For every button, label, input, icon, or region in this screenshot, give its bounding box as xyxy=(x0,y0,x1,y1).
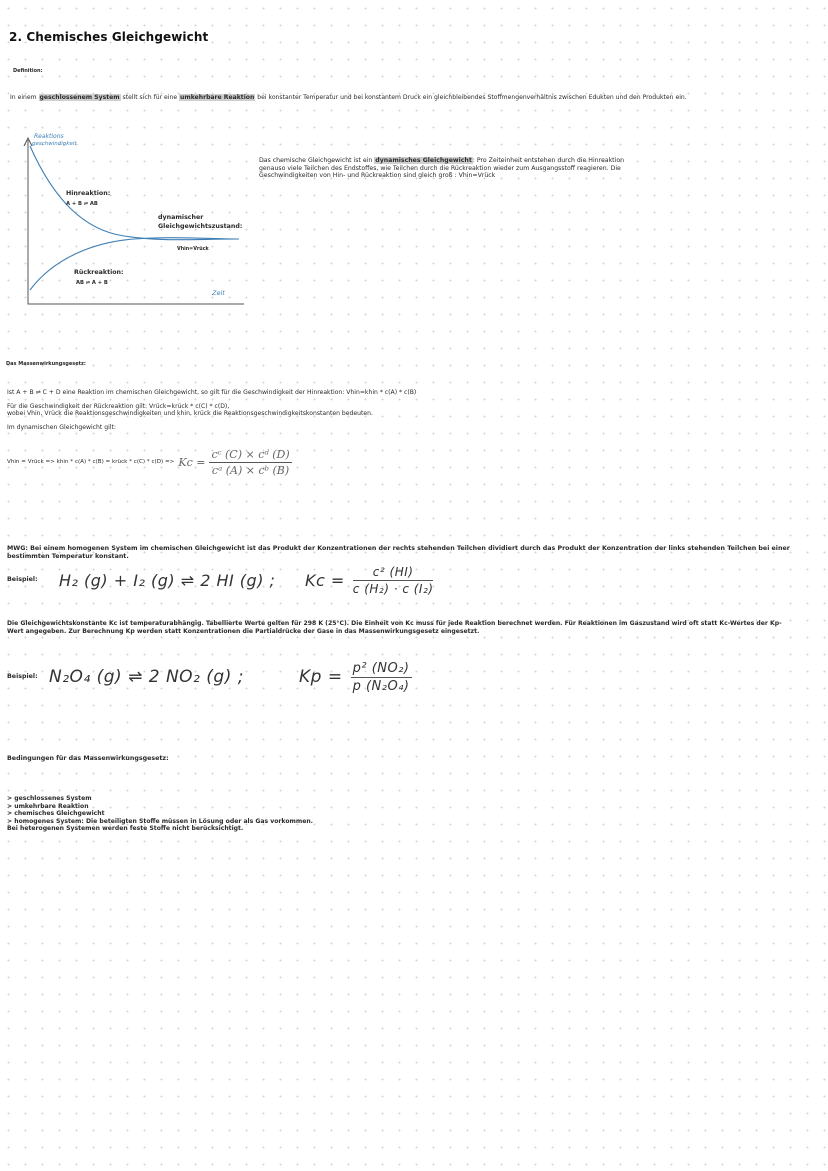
kc-denominator: cᵃ (A) × cᵇ (B) xyxy=(211,463,290,477)
example-2-numerator: p² (NO₂) xyxy=(352,660,410,676)
definition-label: Definition: xyxy=(13,68,43,74)
y-axis-label-2: geschwindigkeit xyxy=(32,141,77,147)
definition-part: stellt sich für eine xyxy=(120,94,180,101)
example-1-label: Beispiel: xyxy=(7,575,38,583)
page-title: 2. Chemisches Gleichgewicht xyxy=(9,30,209,44)
explanation-part: : Pro Zeiteinheit entstehen durch die Hinreaktion genauso viele Teilchen des Endstoffes, wie Teilchen durch die Rückreaktion wieder zum Ausgangsstoff reagieren. Die Geschwindigkeiten von Hin- und Rückreaktion sind gleich groß : Vhin=Vrück xyxy=(259,157,625,180)
example-1-equation: H₂ (g) + I₂ (g) ⇌ 2 HI (g) ; xyxy=(59,570,276,590)
definition-part: bei konstanter Temperatur und bei konstantem Druck ein gleichbleibendes Stoffmengenverhältnis zwischen Edukten und den Produkten ein. xyxy=(255,94,687,101)
equilibrium-explanation xyxy=(259,157,651,180)
kc-formula-row xyxy=(7,444,337,480)
mwg-label: Das Massenwirkungsgesetz: xyxy=(6,361,86,367)
definition-highlight-system: geschlossenem System xyxy=(39,94,120,101)
definition-part: In einem xyxy=(10,94,39,101)
example-1-denominator: c (H₂) · c (I₂) xyxy=(352,581,434,596)
reverse-equation: AB ⇌ A + B xyxy=(76,280,108,286)
equilibrium-label-1: dynamischer xyxy=(158,214,204,221)
forward-label: Hinreaktion: xyxy=(66,190,111,197)
mwg-line-3: wobei Vhin, Vrück die Reaktionsgeschwindigkeiten und khin, krück die Reaktionsgeschwindigkeitskonstanten bedeuten. xyxy=(7,410,373,417)
kc-symbol: Kc = xyxy=(178,455,206,469)
mwg-line-5: Vhin = Vrück => khin * c(A) * c(B) = krück * c(C) * c(D) => xyxy=(7,458,175,465)
kc-explanation: Die Gleichgewichtskonstante Kc ist temperaturabhängig. Tabellierte Werte gelten für 298 K (25°C). Die Einheit von Kc muss für jede Reaktion berechnet werden. Für Reaktionen im Gaszustand wird oft statt Kc-Wertes der Kp-Wert angegeben. Zur Berechnung Kp werden statt Konzentrationen die Partialdrücke der Gase in das Massenwirkungsgesetz eingesetzt. xyxy=(7,620,782,636)
equilibrium-equation: Vhin=Vrück xyxy=(177,247,209,252)
example-2-label: Beispiel: xyxy=(7,672,38,680)
reverse-label: Rückreaktion: xyxy=(74,269,124,276)
conditions-list xyxy=(7,795,527,833)
equilibrium-diagram xyxy=(14,130,254,310)
example-1 xyxy=(7,562,527,598)
definition-highlight-reaction: umkehrbare Reaktion xyxy=(180,94,255,101)
x-axis-label: Zeit xyxy=(212,289,225,297)
kc-numerator: cᶜ (C) × cᵈ (D) xyxy=(211,447,290,461)
example-2-equation: N₂O₄ (g) ⇌ 2 NO₂ (g) ; xyxy=(49,667,244,687)
condition-item: > umkehrbare Reaktion xyxy=(7,802,89,810)
mwg-statement: MWG: Bei einem homogenen System im chemischen Gleichgewicht ist das Produkt der Konzentrationen der rechts stehenden Teilchen dividiert durch das Produkt der Konzentration der links stehenden Teilchen bei einer bestimmten Temperatur konstant. xyxy=(7,545,790,561)
forward-equation: A + B ⇌ AB xyxy=(66,201,98,207)
reverse-reaction-curve xyxy=(30,238,239,290)
kc-fraction xyxy=(209,448,291,477)
explanation-part: Das chemische Gleichgewicht ist ein xyxy=(259,157,375,164)
conditions-label: Bedingungen für das Massenwirkungsgesetz: xyxy=(7,755,169,762)
example-1-numerator: c² (HI) xyxy=(353,565,434,581)
example-2 xyxy=(7,654,477,700)
condition-item: > geschlossenes System xyxy=(7,795,92,802)
definition-text xyxy=(10,94,820,102)
condition-item: > homogenes System: Die beteiligten Stoffe müssen in Lösung oder als Gas vorkommen. xyxy=(7,817,313,825)
condition-item: Bei heterogenen Systemen werden feste Stoffe nicht berücksichtigt. xyxy=(7,825,244,833)
diagram-axes xyxy=(28,140,244,304)
example-1-k: Kc = xyxy=(305,570,345,590)
equilibrium-label-2: Gleichgewichtszustand: xyxy=(158,223,243,230)
mwg-line-2: Für die Geschwindigkeit der Rückreaktion gilt: Vrück=krück * c(C) * c(D), xyxy=(7,402,230,410)
explanation-highlight: dynamisches Gleichgewicht xyxy=(375,157,472,164)
mwg-line-1: Ist A + B ⇌ C + D eine Reaktion im chemischen Gleichgewicht, so gilt für die Geschwindigkeit der Hinreaktion: Vhin=khin * c(A) * c(B) xyxy=(7,389,417,396)
mwg-derivation xyxy=(7,388,647,432)
example-2-fraction xyxy=(351,661,412,694)
example-2-k: Kp = xyxy=(299,667,343,687)
example-2-denominator: p (N₂O₄) xyxy=(352,678,410,694)
example-1-fraction xyxy=(353,565,434,596)
mwg-line-4: Im dynamischen Gleichgewicht gilt: xyxy=(7,423,116,431)
y-axis-label-1: Reaktions xyxy=(34,133,64,140)
condition-item: > chemisches Gleichgewicht xyxy=(7,810,105,818)
